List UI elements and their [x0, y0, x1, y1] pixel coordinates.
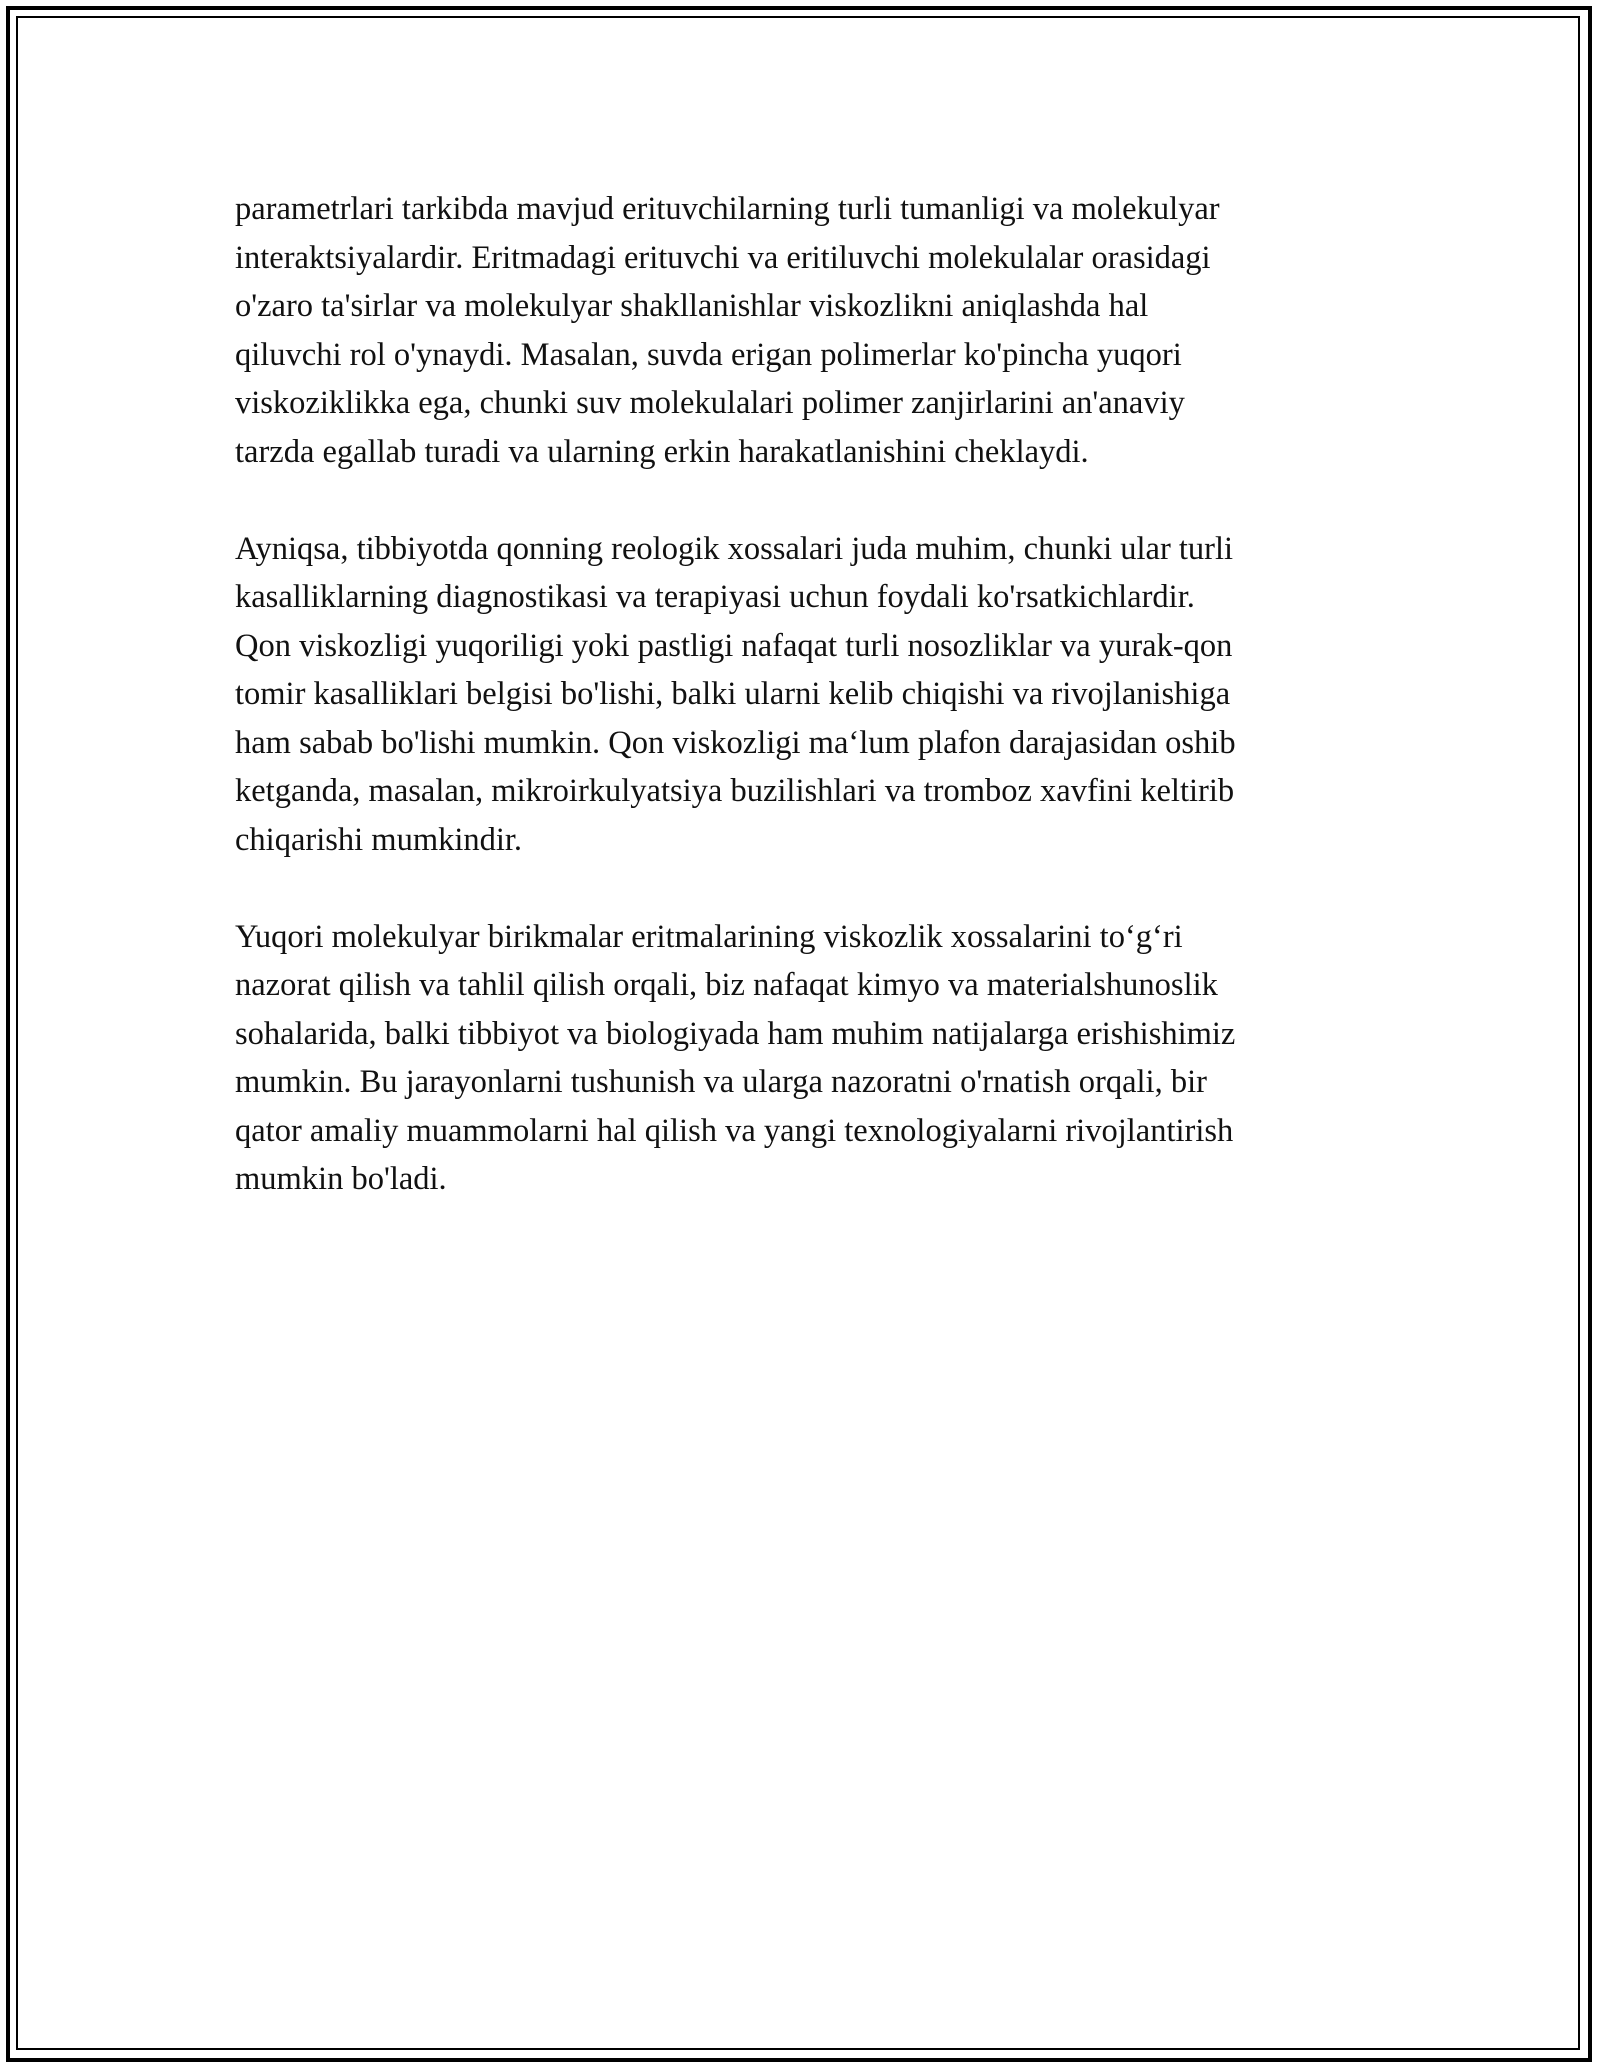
text-line: Yuqori molekulyar birikmalar eritmalarining viskozlik xossalarini to‘g‘ri	[235, 918, 1183, 955]
text-line: Ayniqsa, tibbiyotda qonning reologik xossalari juda muhim, chunki ular turli	[235, 530, 1234, 567]
text-line: mumkin. Bu jarayonlarni tushunish va ularga nazoratni o'rnatish orqali, bir	[235, 1064, 1207, 1100]
text-line: tarzda egallab turadi va ularning erkin harakatlanishini cheklaydi.	[235, 433, 1089, 470]
paragraph-3	[235, 913, 1380, 1204]
document-body	[235, 185, 1380, 1252]
text-line: mumkin bo'ladi.	[235, 1161, 447, 1197]
text-line: kasalliklarning diagnostikasi va terapiyasi uchun foydali ko'rsatkichlardir.	[235, 579, 1195, 615]
text-line: chiqarishi mumkindir.	[235, 821, 523, 858]
text-line: o'zaro ta'sirlar va molekulyar shakllanishlar viskozlikni aniqlashda hal	[235, 288, 1149, 324]
text-line: parametrlari tarkibda mavjud erituvchilarning turli tumanligi va molekulyar	[235, 191, 1220, 227]
text-line: interaktsiyalardir. Eritmadagi erituvchi va eritiluvchi molekulalar orasidagi	[235, 239, 1211, 276]
text-line: qator amaliy muammolarni hal qilish va yangi texnologiyalarni rivojlantirish	[235, 1112, 1234, 1149]
text-line: ketganda, masalan, mikroirkulyatsiya buzilishlari va tromboz xavfini keltirib	[235, 773, 1235, 809]
text-line: nazorat qilish va tahlil qilish orqali, biz nafaqat kimyo va materialshunoslik	[235, 967, 1218, 1003]
paragraph-1	[235, 185, 1380, 476]
paragraph-2	[235, 525, 1380, 865]
text-line: qiluvchi rol o'ynaydi. Masalan, suvda erigan polimerlar ko'pincha yuqori	[235, 336, 1182, 373]
text-line: ham sabab bo'lishi mumkin. Qon viskozligi ma‘lum plafon darajasidan oshib	[235, 724, 1236, 761]
text-line: sohalarida, balki tibbiyot va biologiyada ham muhim natijalarga erishishimiz	[235, 1015, 1236, 1052]
text-line: tomir kasalliklari belgisi bo'lishi, balki ularni kelib chiqishi va rivojlanishiga	[235, 676, 1231, 712]
text-line: Qon viskozligi yuqoriligi yoki pastligi nafaqat turli nosozliklar va yurak-qon	[235, 627, 1233, 664]
text-line: viskoziklikka ega, chunki suv molekulalari polimer zanjirlarini an'anaviy	[235, 385, 1185, 421]
